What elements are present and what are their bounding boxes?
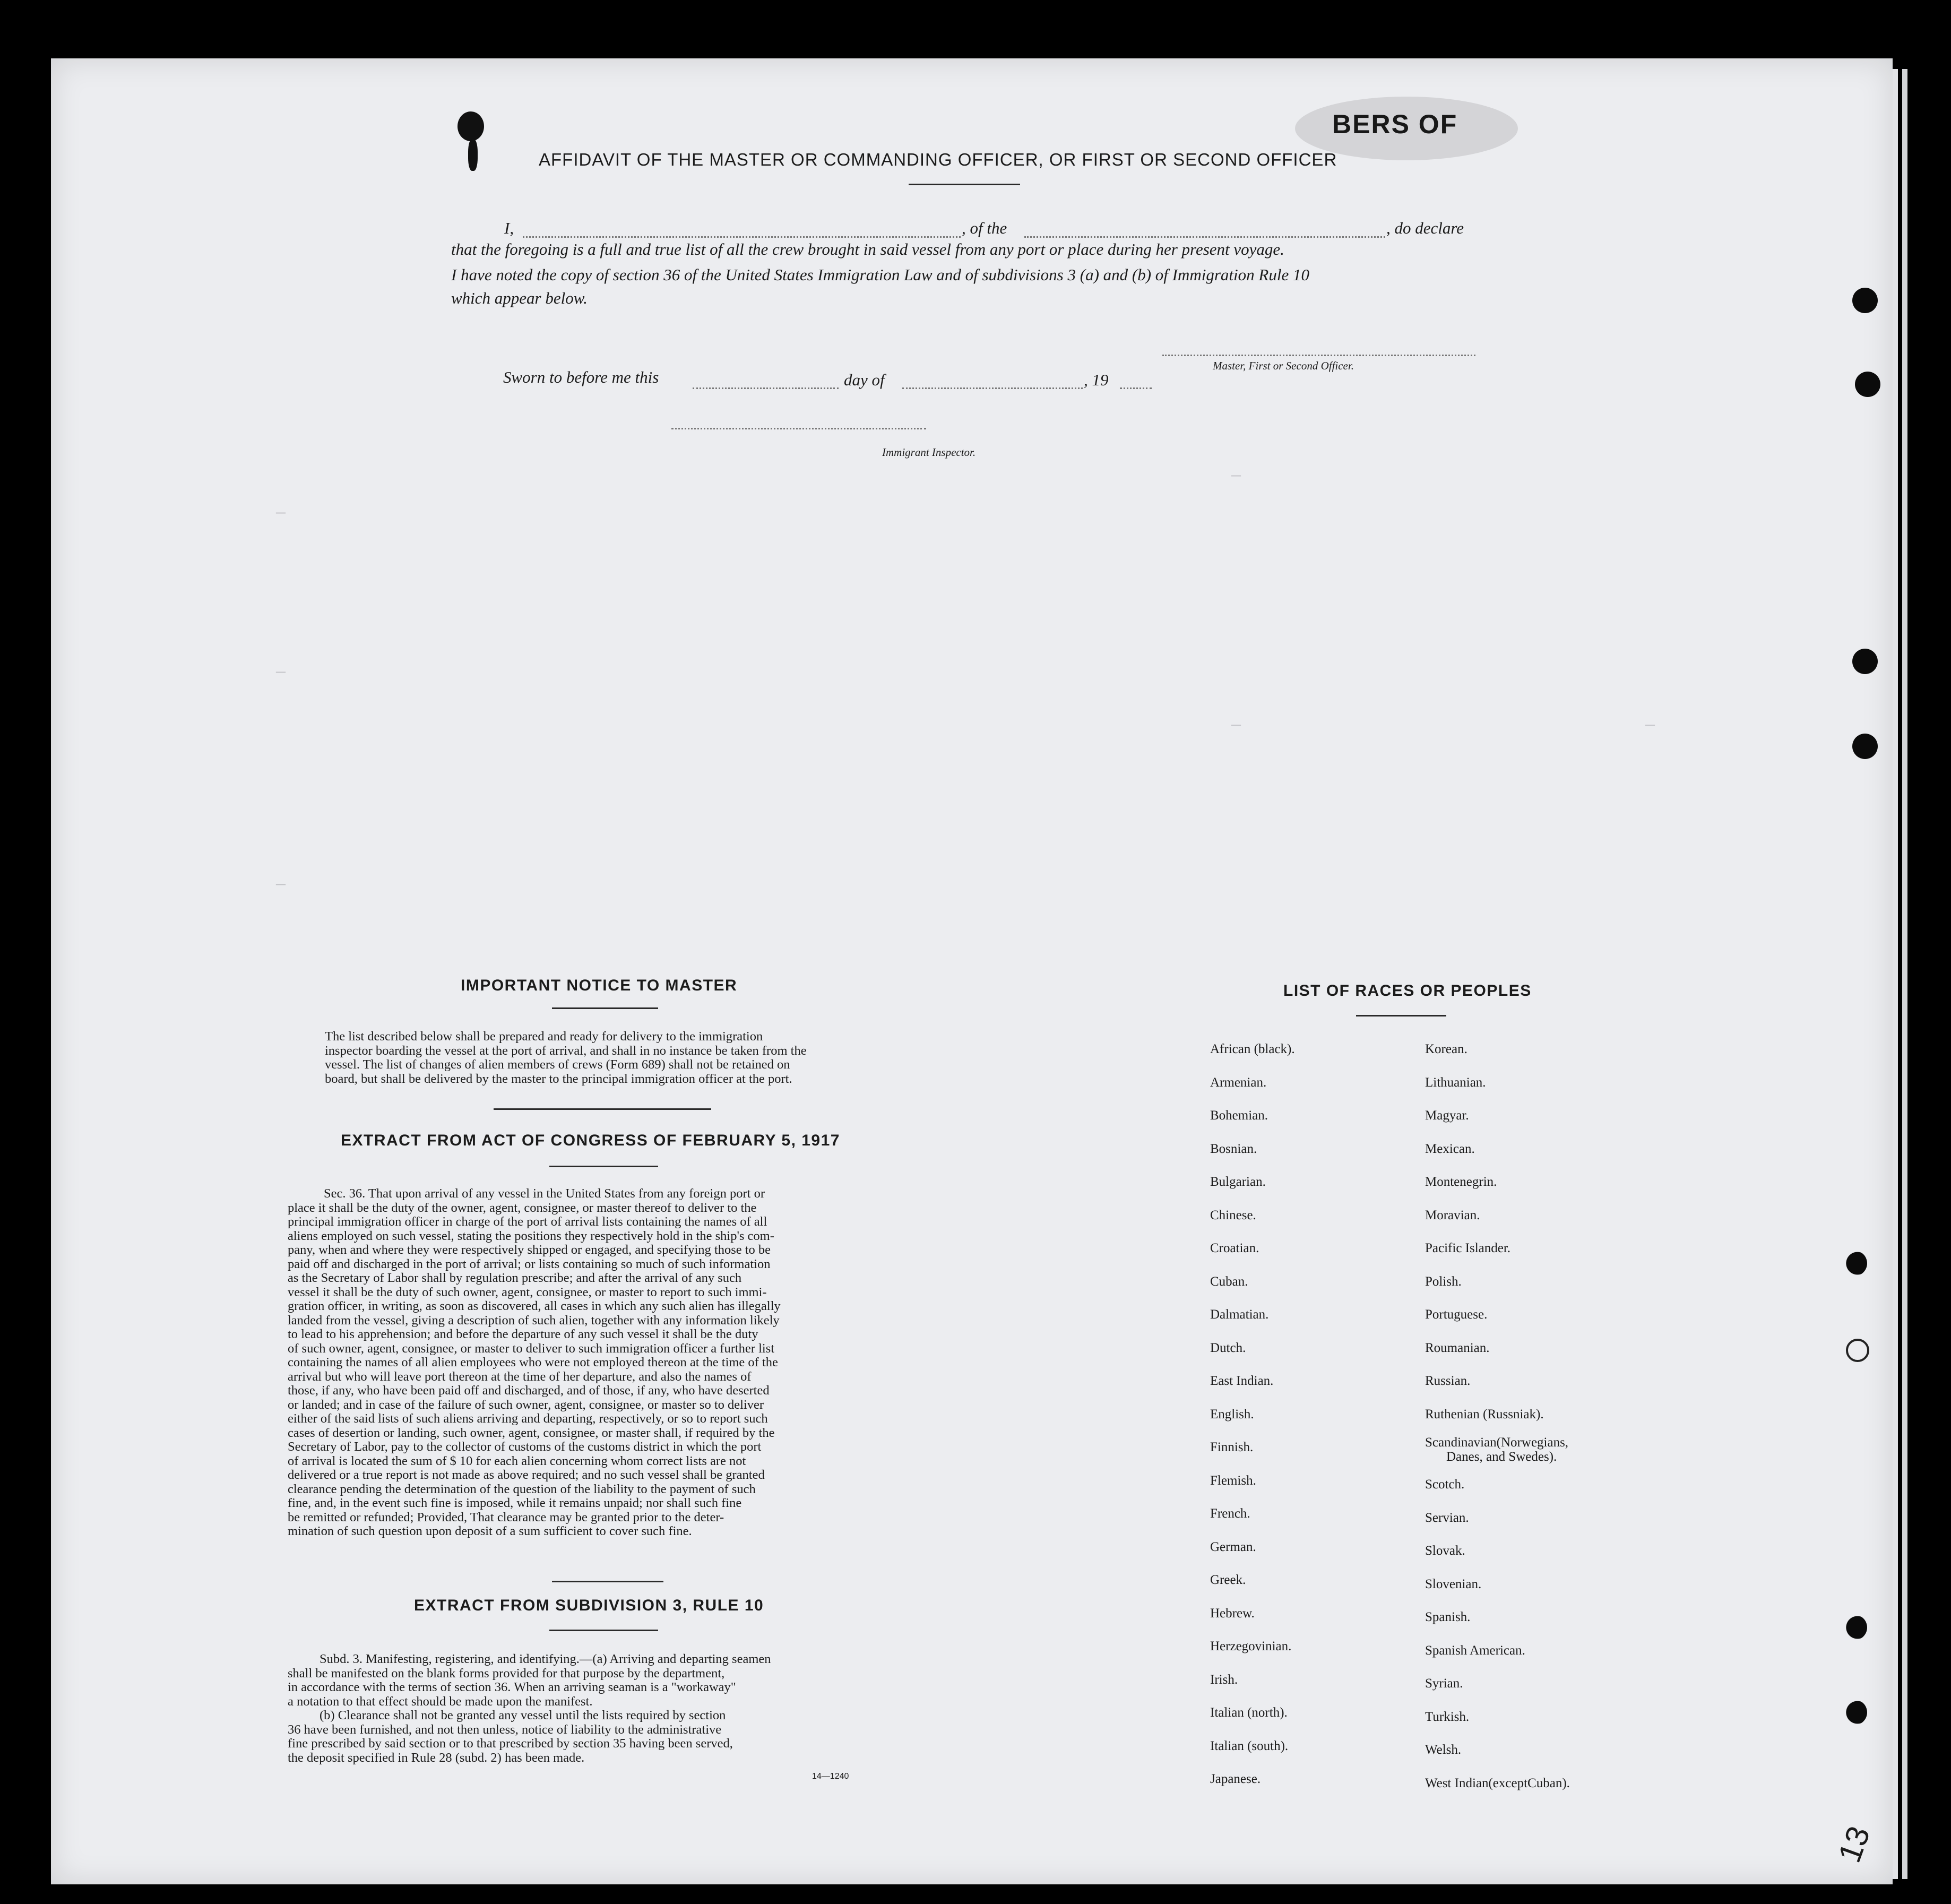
act-line: Sec. 36. That upon arrival of any vessel in the United States from any foreign port or: [324, 1186, 765, 1201]
bleed-through-mark: —: [1231, 467, 1241, 485]
sworn-label: Sworn to before me this: [503, 368, 659, 386]
race-item: Roumanian.: [1425, 1340, 1490, 1355]
race-item: Portuguese.: [1425, 1307, 1488, 1322]
act-line: cases of desertion or landing, such owner, agent, consignee, or master shall, if required by the: [288, 1425, 775, 1440]
day-blank-field[interactable]: [693, 387, 839, 389]
act-line: landed from the vessel, giving a description of such alien, together with any information likely: [288, 1313, 780, 1328]
race-item: Mexican.: [1425, 1141, 1475, 1156]
act-line: or landed; and in case of the failure of such owner, agent, consignee, or master so to deliver: [288, 1397, 764, 1412]
notice-heading: IMPORTANT NOTICE TO MASTER: [461, 977, 738, 994]
act-line: either of the said lists of such aliens arriving and departing, respectively, or so to report such: [288, 1411, 768, 1426]
act-line: clearance pending the determination of the question of the liability to the payment of such: [288, 1481, 756, 1496]
act-line: as the Secretary of Labor shall by regulation prescribe; and after the arrival of any such: [288, 1271, 742, 1285]
race-item: Scotch.: [1425, 1477, 1465, 1492]
ink-blot-icon: [468, 139, 478, 171]
ink-blot-icon: [457, 111, 484, 141]
divider: [552, 1007, 658, 1009]
act-line: delivered or a true report is not made as above required; and no such vessel shall be granted: [288, 1468, 765, 1482]
race-item: Herzegovinian.: [1210, 1639, 1292, 1653]
act-line: Secretary of Labor, pay to the collector of customs of the customs district in which the port: [288, 1440, 762, 1454]
notice-text: [325, 1030, 919, 1086]
race-item: Italian (north).: [1210, 1705, 1288, 1720]
affidavit-line4: which appear below.: [451, 289, 588, 307]
affidavit-line3: I have noted the copy of section 36 of the United States Immigration Law and of subdivisions 3 (a) and (b) of Immigration Rule 10: [451, 265, 1309, 284]
notice-line: The list described below shall be prepared and ready for delivery to the immigration: [325, 1029, 763, 1044]
divider: [549, 1166, 658, 1167]
race-item: Dutch.: [1210, 1340, 1246, 1355]
inspector-caption: Immigrant Inspector.: [882, 446, 976, 459]
form-number: 14—1240: [812, 1772, 849, 1781]
act-line: aliens employed on such vessel, stating the positions they respectively hold in the ship's com-: [288, 1228, 774, 1243]
divider: [494, 1108, 711, 1110]
rule-line: shall be manifested on the blank forms provided for that purpose by the department,: [288, 1666, 725, 1681]
act-line: vessel it shall be the duty of such owner, agent, consignee, or master to report to such immi-: [288, 1285, 767, 1299]
act-line: mination of such question upon deposit of a sum sufficient to cover such fine.: [288, 1524, 692, 1538]
race-item: Danes, and Swedes).: [1446, 1450, 1557, 1464]
race-item: Croatian.: [1210, 1241, 1259, 1255]
rule-line: in accordance with the terms of section 36. When an arriving seaman is a "workaway": [288, 1680, 736, 1694]
race-item: Servian.: [1425, 1510, 1469, 1525]
race-item: African (black).: [1210, 1042, 1295, 1056]
race-item: Polish.: [1425, 1274, 1462, 1289]
rule-line: 36 have been furnished, and not then unless, notice of liability to the administrative: [288, 1722, 722, 1737]
binder-hole-icon: [1852, 649, 1878, 674]
race-item: Armenian.: [1210, 1075, 1267, 1090]
year-blank-field[interactable]: [1120, 387, 1152, 389]
rule-line: (b) Clearance shall not be granted any vessel until the lists required by section: [320, 1708, 726, 1722]
bleed-through-mark: —: [276, 876, 286, 894]
notice-line: vessel. The list of changes of alien members of crews (Form 689) shall not be retained on: [325, 1057, 790, 1072]
race-item: West Indian(exceptCuban).: [1425, 1776, 1570, 1790]
race-item: Scandinavian(Norwegians,: [1425, 1435, 1569, 1450]
document-page: [51, 58, 1893, 1884]
race-item: Magyar.: [1425, 1108, 1469, 1123]
rule-line: a notation to that effect should be made upon the manifest.: [288, 1694, 593, 1709]
day-of-label: day of: [844, 371, 885, 389]
race-item: Ruthenian (Russniak).: [1425, 1407, 1544, 1421]
inspector-signature-field[interactable]: [671, 428, 926, 429]
races-heading: LIST OF RACES OR PEOPLES: [1283, 982, 1532, 1000]
race-item: Japanese.: [1210, 1772, 1261, 1786]
act-line: those, if any, who have been paid off and discharged, and of those, if any, who have deserted: [288, 1383, 770, 1398]
act-line: be remitted or refunded; Provided, That clearance may be granted prior to the deter-: [288, 1510, 724, 1524]
race-item: Spanish.: [1425, 1610, 1471, 1624]
race-item: German.: [1210, 1539, 1256, 1554]
race-item: Moravian.: [1425, 1208, 1480, 1222]
binder-hole-icon: [1842, 1615, 1867, 1640]
race-item: Bosnian.: [1210, 1141, 1257, 1156]
affidavit-line2: that the foregoing is a full and true list of all the crew brought in said vessel from any port or place during her present voyage.: [451, 240, 1284, 259]
notice-line: board, but shall be delivered by the master to the principal immigration officer at the port.: [325, 1071, 792, 1086]
race-item: Montenegrin.: [1425, 1175, 1497, 1189]
bleed-through-mark: —: [1645, 717, 1655, 735]
race-item: Syrian.: [1425, 1676, 1463, 1691]
rule-line: fine prescribed by said section or to that prescribed by section 35 having been served,: [288, 1736, 733, 1751]
affidavit-i: I,: [504, 219, 514, 237]
stamp-text: BERS OF: [1332, 109, 1458, 139]
act-line: pany, when and where they were respectively shipped or engaged, and specifying those to be: [288, 1243, 771, 1257]
race-item: Finnish.: [1210, 1440, 1254, 1454]
binder-hole-icon: [1855, 372, 1880, 397]
divider: [552, 1581, 663, 1582]
race-item: Cuban.: [1210, 1274, 1248, 1289]
binder-hole-icon: [1846, 1339, 1869, 1362]
affidavit-title: AFFIDAVIT OF THE MASTER OR COMMANDING OFFICER, OR FIRST OR SECOND OFFICER: [539, 150, 1337, 169]
race-item: Welsh.: [1425, 1743, 1462, 1757]
act-line: arrival but who will leave port thereon at the time of her departure, and also the names of: [288, 1369, 752, 1384]
act-line: principal immigration officer in charge of the port of arrival lists containing the names of all: [288, 1214, 767, 1229]
race-item: Dalmatian.: [1210, 1307, 1269, 1322]
race-item: Slovak.: [1425, 1544, 1465, 1558]
divider: [549, 1630, 658, 1631]
act-line: paid off and discharged in the port of arrival; or lists containing so much of such information: [288, 1256, 771, 1271]
act-line: to lead to his apprehension; and before the departure of any such vessel it shall be the duty: [288, 1327, 758, 1341]
affidavit-of-the: , of the: [962, 219, 1007, 237]
name-blank-field[interactable]: [523, 236, 961, 238]
act-line: place it shall be the duty of the owner, agent, consignee, or master thereof to deliver to the: [288, 1200, 757, 1215]
rule-line: the deposit specified in Rule 28 (subd. 2) has been made.: [288, 1750, 585, 1765]
race-item: French.: [1210, 1506, 1250, 1521]
page-number: 13: [1831, 1821, 1877, 1867]
races-right-column: [1425, 1033, 1570, 1800]
race-item: Flemish.: [1210, 1473, 1256, 1488]
race-item: Pacific Islander.: [1425, 1241, 1511, 1255]
race-item: English.: [1210, 1407, 1254, 1421]
divider: [909, 184, 1020, 185]
binder-hole-icon: [1842, 1700, 1867, 1725]
races-left-column: [1210, 1033, 1295, 1796]
binder-hole-icon: [1852, 288, 1878, 313]
bleed-through-mark: —: [1231, 717, 1241, 735]
vessel-blank-field[interactable]: [1024, 236, 1385, 238]
notice-line: inspector boarding the vessel at the port of arrival, and shall in no instance be taken from the: [325, 1043, 807, 1058]
binder-hole-icon: [1852, 734, 1878, 759]
race-item: Hebrew.: [1210, 1606, 1255, 1621]
race-item: East Indian.: [1210, 1374, 1274, 1388]
rule-heading: EXTRACT FROM SUBDIVISION 3, RULE 10: [414, 1597, 764, 1614]
act-line: gration officer, in writing, as soon as discovered, all cases in which any such alien has illegally: [288, 1299, 781, 1313]
race-item: Spanish American.: [1425, 1643, 1525, 1658]
rule-line: Subd. 3. Manifesting, registering, and identifying.—(a) Arriving and departing seamen: [320, 1652, 771, 1666]
act-line: of arrival is located the sum of $ 10 for each alien concerning whom correct lists are not: [288, 1453, 746, 1468]
act-line: of such owner, agent, consignee, or master to deliver to such immigration officer a further list: [288, 1341, 775, 1356]
page-edge: [1902, 69, 1907, 1879]
act-line: containing the names of all alien employees who were not employed thereon at the time of the: [288, 1355, 778, 1369]
rule-text: [288, 1652, 908, 1765]
affidavit-declare: , do declare: [1386, 219, 1464, 237]
bleed-through-mark: —: [276, 664, 286, 682]
race-item: Bulgarian.: [1210, 1175, 1266, 1189]
race-item: Slovenian.: [1425, 1576, 1482, 1591]
race-item: Russian.: [1425, 1374, 1471, 1388]
year-label: , 19: [1084, 371, 1109, 389]
divider: [1356, 1015, 1446, 1016]
race-item: Lithuanian.: [1425, 1075, 1486, 1090]
bleed-through-mark: —: [276, 504, 286, 522]
master-signature-field[interactable]: [1162, 355, 1475, 356]
month-blank-field[interactable]: [902, 387, 1083, 389]
master-caption: Master, First or Second Officer.: [1213, 359, 1354, 372]
act-heading: EXTRACT FROM ACT OF CONGRESS OF FEBRUARY 5, 1917: [341, 1132, 840, 1149]
race-item: Irish.: [1210, 1672, 1238, 1687]
race-item: Chinese.: [1210, 1208, 1256, 1222]
binder-hole-icon: [1842, 1251, 1867, 1276]
race-item: Korean.: [1425, 1042, 1467, 1056]
race-item: Turkish.: [1425, 1709, 1470, 1724]
race-item: Italian (south).: [1210, 1738, 1289, 1753]
act-line: fine, and, in the event such fine is imposed, while it remains unpaid; nor shall such fine: [288, 1496, 742, 1510]
race-item: Greek.: [1210, 1573, 1246, 1587]
act-text: [288, 1187, 918, 1539]
page-edge: [1893, 69, 1898, 1879]
race-item: Bohemian.: [1210, 1108, 1268, 1123]
